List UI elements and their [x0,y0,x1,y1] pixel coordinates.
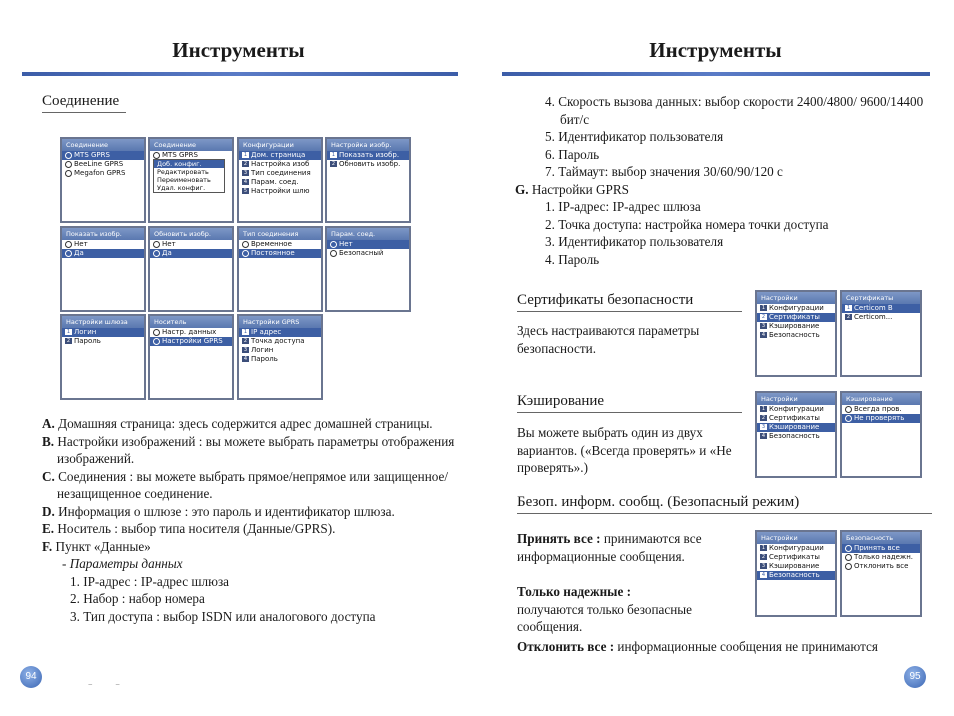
screen-header: Настройки [757,393,835,405]
screen-menu-label: Нет [339,240,353,248]
screen-header: Носитель [150,316,232,328]
screen-menu-label: Certicom B [854,304,893,312]
screen-header: Настройки [757,292,835,304]
screen-menu-label: Нет [74,240,88,248]
screen-menu-item [239,187,321,196]
screen-menu-item [62,160,144,169]
popup-menu [153,159,225,193]
page-title: Инструменты [649,38,782,62]
screen-menu-label: Сертификаты [769,553,820,561]
screen-header: Парам. соед. [327,228,409,240]
list-item: 4. Скорость вызова данных: выбор скорости 2400/4800/ 9600/14400 бит/с [545,94,924,127]
screen-header: Показать изобр. [62,228,144,240]
screen-header: Тип соединения [239,228,321,240]
screen-menu-item [757,544,835,553]
title-rule [502,72,930,76]
phone-screen [60,226,146,312]
accept-text: принимаются все информационные сообщения. [517,531,702,564]
screen-menu-label: Пароль [251,355,278,363]
number-icon: 4 [761,332,766,338]
screen-menu-item [757,553,835,562]
number-icon: 4 [243,179,248,185]
radio-icon [65,152,72,159]
screen-menu-label: Megafon GPRS [74,169,126,177]
screen-menu-item [239,337,321,346]
phone-screen [237,226,323,312]
screen-menu-label: Кэширование [769,423,820,431]
screen-menu-item [842,553,920,562]
screen-menu-item [150,337,232,346]
definition-list [42,415,462,625]
secure-trusted [517,583,732,636]
popup-menu-item: Удал. конфиг. [157,184,206,192]
screen-menu-label: Настройки шлю [251,187,310,195]
radio-icon [845,563,852,570]
list-item-f: F. Пункт «Данные» [42,538,151,554]
screen-menu-item [239,328,321,337]
popup-menu-item: Переименовать [157,176,211,184]
screen-menu-item [62,249,144,258]
screen-menu-label: Безопасный [339,249,384,257]
certificates-text: Здесь настраиваются параметры безопасности. [517,323,700,356]
screen-menu-label: Дом. страница [251,151,306,159]
number-icon: 1 [331,152,336,158]
screen-menu-item [757,571,835,580]
screen-menu-item [239,346,321,355]
number-icon: 1 [243,329,248,335]
number-icon: 4 [761,433,766,439]
radio-icon [153,329,160,336]
radio-icon [845,545,852,552]
screen-menu-item [842,562,920,571]
screen-menu-label: Только надежн. [854,553,914,561]
list-item: 7. Таймаут: выбор значения 30/60/90/120 с [545,164,783,179]
number-icon: 3 [243,347,248,353]
number-icon: 1 [761,406,766,412]
sub-item: 3. Тип доступа : выбор ISDN или аналогового доступа [70,608,376,624]
phone-screen [325,137,411,223]
screen-menu-item [62,328,144,337]
radio-icon [242,241,249,248]
screen-menu-item [842,414,920,423]
continued-list [515,93,935,268]
radio-icon [330,250,337,257]
popup-menu-item: Доб. конфиг. [154,160,224,168]
number-icon: 2 [761,314,766,320]
screen-menu-label: Отклонить все [854,562,909,570]
screen-menu-item [62,169,144,178]
screen-menu-item [842,405,920,414]
list-item: 6. Пароль [545,146,600,162]
number-icon: 2 [846,314,851,320]
screen-menu-item [239,249,321,258]
sub-item: 1. IP-адрес : IP-адрес шлюза [70,573,230,589]
screen-menu-item [62,151,144,160]
screen-menu-label: Пароль [74,337,101,345]
radio-icon [153,338,160,345]
radio-icon [153,250,160,257]
reject-label: Отклонить все : [517,639,615,654]
screen-menu-label: Безопасность [769,571,820,579]
section-underline [42,112,126,113]
number-icon: 1 [761,545,766,551]
screen-menu-item [62,337,144,346]
number-icon: 1 [243,152,248,158]
secure-accept [517,530,732,565]
list-item-c: C. Соединения : вы можете выбрать прямое/непрямое или защищенное/незащищенное соединение. [42,468,449,501]
footer-mark: – – [88,680,120,690]
screen-menu-label: Безопасность [769,432,820,440]
sub-heading: - Параметры данных [62,556,183,571]
radio-icon [330,241,337,248]
number-icon: 1 [761,305,766,311]
page-number: 95 [904,666,926,688]
phone-screen [840,290,922,377]
screen-menu-label: Не проверять [854,414,905,422]
screen-menu-label: Да [162,249,172,257]
screen-menu-item [150,328,232,337]
screen-menu-label: Парам. соед. [251,178,299,186]
screen-menu-item [239,151,321,160]
radio-icon [65,250,72,257]
number-icon: 4 [761,572,766,578]
right-page [477,0,954,716]
secure-reject [517,638,942,656]
section-title-connection: Соединение [42,93,120,109]
screen-menu-label: Настройка изоб [251,160,310,168]
screen-header: Настройки шлюза [62,316,144,328]
phone-screen [60,314,146,400]
screen-header: Соединение [62,139,144,151]
number-icon: 3 [761,424,766,430]
screen-menu-label: Принять все [854,544,900,552]
screen-menu-item [239,160,321,169]
phone-screen [148,314,234,400]
screen-menu-label: Точка доступа [251,337,305,345]
trusted-label: Только надежные : [517,584,632,599]
number-icon: 4 [243,356,248,362]
list-item-a: A. Домашняя страница: здесь содержится адрес домашней страницы. [42,416,433,431]
radio-icon [845,406,852,413]
popup-menu-item: Редактировать [157,168,209,176]
screen-menu-item [757,405,835,414]
screen-menu-label: Да [74,249,84,257]
number-icon: 3 [761,563,766,569]
screen-menu-label: Конфигурации [769,544,824,552]
screen-menu-item [239,178,321,187]
screen-menu-item [150,249,232,258]
screen-menu-label: Конфигурации [769,304,824,312]
number-icon: 3 [761,323,766,329]
screen-menu-item [239,240,321,249]
section-underline [517,513,932,514]
screen-header: Настройка изобр. [327,139,409,151]
list-item: 2. Точка доступа: настройка номера точки доступа [545,216,829,232]
screen-header: Обновить изобр. [150,228,232,240]
screen-menu-item [150,240,232,249]
list-item-d: D. Информация о шлюзе : это пароль и идентификатор шлюза. [42,503,395,519]
phone-screen [325,226,411,312]
screen-menu-item [62,240,144,249]
page-number: 94 [20,666,42,688]
screen-menu-label: Постоянное [251,249,295,257]
phone-screen [148,226,234,312]
list-item: 4. Пароль [545,251,600,267]
list-item-e: E. Носитель : выбор типа носителя (Данные/GPRS). [42,521,336,536]
screen-menu-item [842,313,920,322]
section-underline [517,311,742,312]
screen-menu-label: MTS GPRS [74,151,110,159]
screen-header: Конфигурации [239,139,321,151]
screen-header: Безопасность [842,532,920,544]
screen-menu-label: Временное [251,240,292,248]
screen-menu-item [757,562,835,571]
screen-menu-item [757,313,835,322]
list-item: 5. Идентификатор пользователя [545,129,724,144]
phone-screen [840,530,922,617]
screen-menu-item [757,414,835,423]
number-icon: 2 [243,338,248,344]
screen-header: Кэширование [842,393,920,405]
screen-menu-label: Настройки GPRS [162,337,223,345]
phone-screen [148,137,234,223]
phone-screen [237,137,323,223]
screen-header: Соединение [150,139,232,151]
number-icon: 3 [243,170,248,176]
screen-menu-label: Обновить изобр. [339,160,401,168]
list-item: 1. IP-адрес: IP-адрес шлюза [545,199,701,214]
screen-header: Настройки GPRS [239,316,321,328]
radio-icon [845,554,852,561]
number-icon: 2 [761,554,766,560]
screen-menu-label: Безопасность [769,331,820,339]
number-icon: 5 [243,188,248,194]
list-item: 3. Идентификатор пользователя [545,234,724,249]
screen-menu-label: BeeLine GPRS [74,160,124,168]
list-item-g: G. Настройки GPRS [515,181,630,197]
number-icon: 2 [243,161,248,167]
phone-screen [840,391,922,478]
caching-text: Вы можете выбрать один из двух вариантов. («Всегда проверять» и «Не проверять».) [517,425,732,475]
radio-icon [153,241,160,248]
screen-menu-item [757,322,835,331]
number-icon: 2 [66,338,71,344]
screen-menu-item [757,432,835,441]
radio-icon [845,415,852,422]
phone-screen [60,137,146,223]
sub-item: 2. Набор : набор номера [70,591,205,606]
radio-icon [65,170,72,177]
screen-menu-label: Certicom... [854,313,893,321]
title-rule [22,72,458,76]
trusted-text: получаются только безопасные сообщения. [517,601,692,634]
screen-menu-label: MTS GPRS [162,151,198,159]
section-underline [517,412,742,413]
screen-menu-label: Конфигурации [769,405,824,413]
screen-menu-label: IP адрес [251,328,282,336]
screen-menu-item [239,355,321,364]
list-item-b: B. Настройки изображений : вы можете выбрать параметры отображения изображений. [42,433,455,466]
section-title-certificates: Сертификаты безопасности [517,292,694,308]
screen-menu-label: Сертификаты [769,414,820,422]
screen-menu-item [327,160,409,169]
phone-screen [755,290,837,377]
screen-menu-item [327,249,409,258]
screen-header: Настройки [757,532,835,544]
radio-icon [65,241,72,248]
screen-menu-item [757,304,835,313]
screen-menu-label: Показать изобр. [339,151,400,159]
screen-menu-item [757,423,835,432]
number-icon: 1 [66,329,71,335]
reject-text: информационные сообщения не принимаются [614,639,878,654]
screen-menu-label: Всегда пров. [854,405,902,413]
radio-icon [65,161,72,168]
radio-icon [153,152,160,159]
screen-menu-item [327,240,409,249]
screen-menu-item [842,544,920,553]
screen-menu-label: Тип соединения [251,169,311,177]
screen-menu-label: Кэширование [769,322,820,330]
screen-menu-label: Сертификаты [769,313,820,321]
screen-menu-item [327,151,409,160]
screen-menu-label: Нет [162,240,176,248]
radio-icon [242,250,249,257]
number-icon: 2 [761,415,766,421]
number-icon: 2 [331,161,336,167]
phone-screen [237,314,323,400]
screen-menu-label: Настр. данных [162,328,217,336]
accept-label: Принять все : [517,531,601,546]
screen-menu-item [757,331,835,340]
screen-menu-label: Кэширование [769,562,820,570]
number-icon: 1 [846,305,851,311]
page-title: Инструменты [172,38,305,62]
screen-menu-label: Логин [74,328,97,336]
section-title-secure: Безоп. информ. сообщ. (Безопасный режим) [517,494,800,510]
screen-menu-label: Логин [251,346,274,354]
screen-header: Сертификаты [842,292,920,304]
screen-menu-item [239,169,321,178]
section-title-caching: Кэширование [517,393,605,409]
screen-menu-item [842,304,920,313]
phone-screen [755,391,837,478]
phone-screen [755,530,837,617]
